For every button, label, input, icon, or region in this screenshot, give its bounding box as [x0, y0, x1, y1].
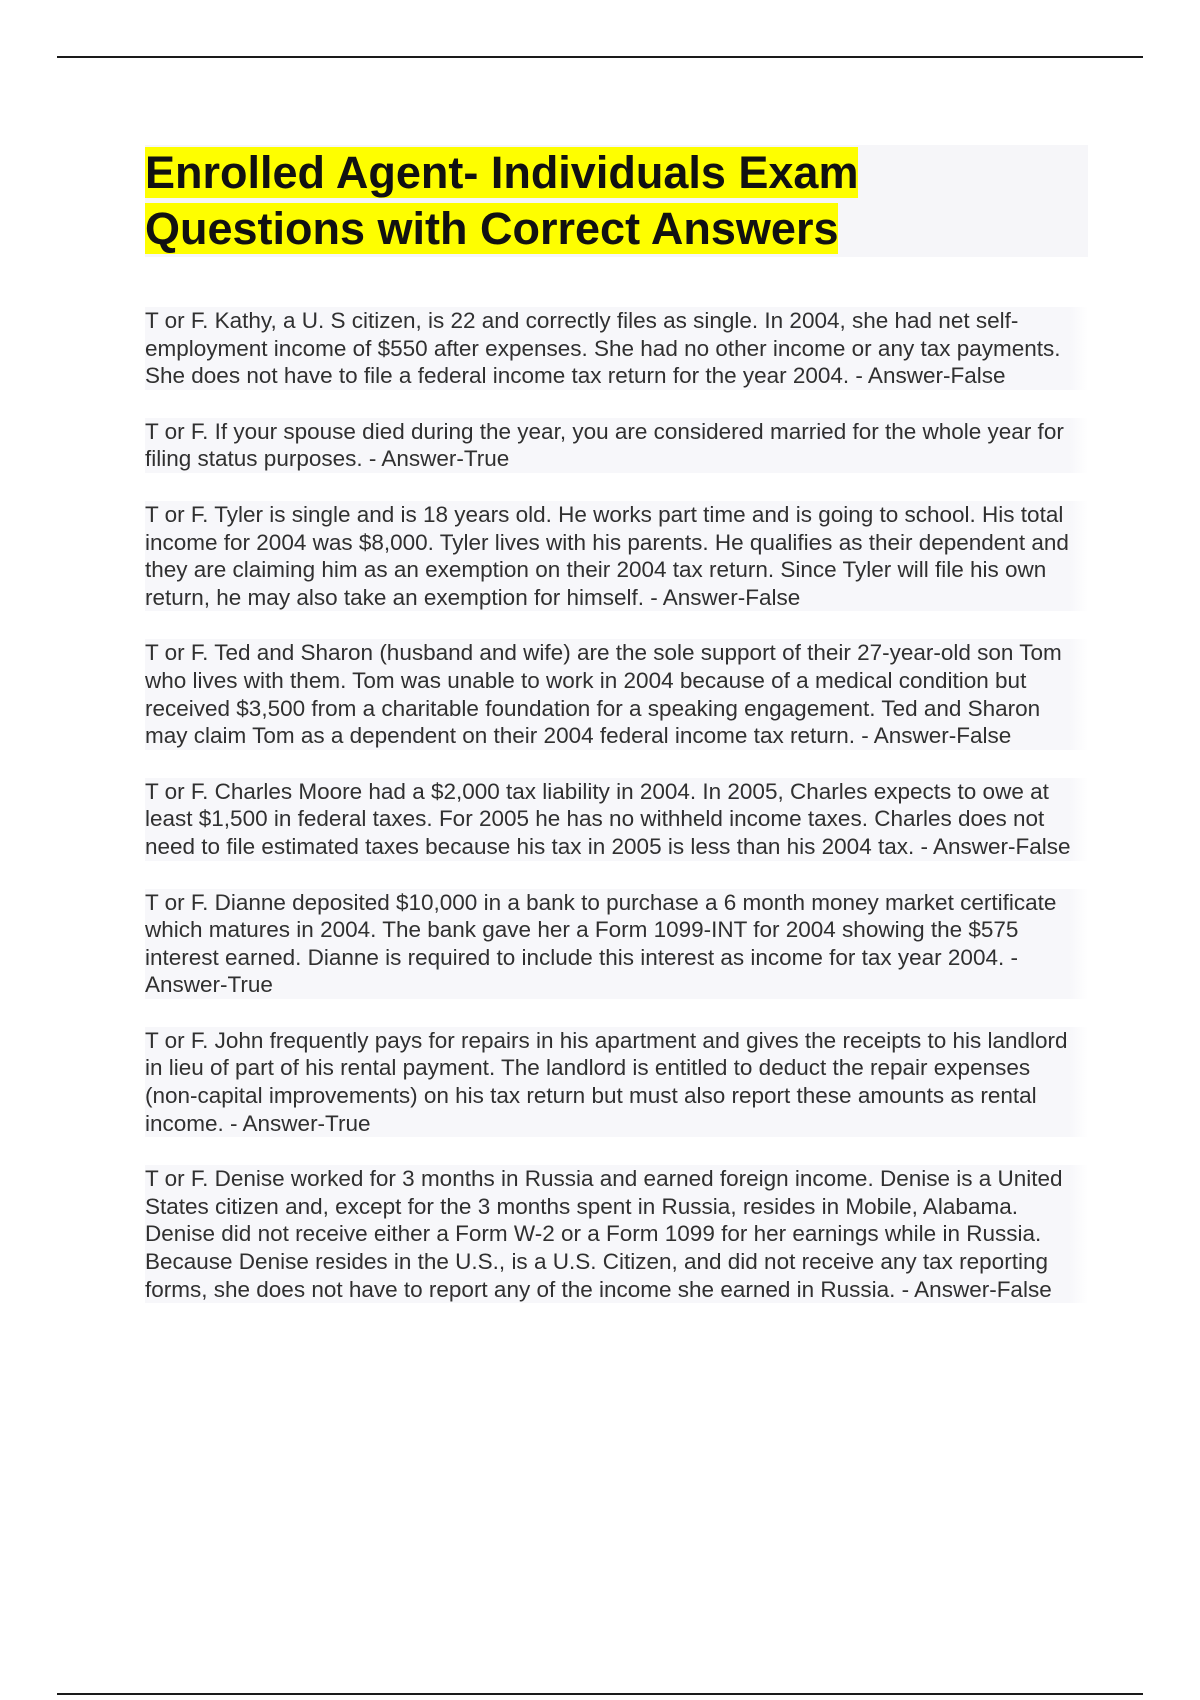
top-rule [57, 56, 1143, 58]
document-body [145, 145, 1088, 1303]
question-item: T or F. Kathy, a U. S citizen, is 22 and correctly files as single. In 2004, she had net self-employment income of $550 after expenses. She had no other income or any tax payments. She does not have to file a federal income tax return for the year 2004. - Answer-False [145, 307, 1088, 390]
question-list [145, 307, 1088, 1303]
question-item: T or F. Ted and Sharon (husband and wife) are the sole support of their 27-year-old son Tom who lives with them. Tom was unable to work in 2004 because of a medical condition but received $3,500 from a charitable foundation for a speaking engagement. Ted and Sharon may claim Tom as a dependent on their 2004 federal income tax return. - Answer-False [145, 639, 1088, 749]
question-item: T or F. Charles Moore had a $2,000 tax liability in 2004. In 2005, Charles expects to owe at least $1,500 in federal taxes. For 2005 he has no withheld income taxes. Charles does not need to file estimated taxes because his tax in 2005 is less than his 2004 tax. - Answer-False [145, 778, 1088, 861]
question-item: T or F. John frequently pays for repairs in his apartment and gives the receipts to his landlord in lieu of part of his rental payment. The landlord is entitled to deduct the repair expenses (non-capital improvements) on his tax return but must also report these amounts as rental income. - Answer-True [145, 1027, 1088, 1137]
document-title-text: Enrolled Agent- Individuals Exam Questions with Correct Answers [145, 147, 859, 254]
question-item: T or F. Dianne deposited $10,000 in a bank to purchase a 6 month money market certificate which matures in 2004. The bank gave her a Form 1099-INT for 2004 showing the $575 interest earned. Dianne is required to include this interest as income for tax year 2004. - Answer-True [145, 889, 1088, 999]
question-item: T or F. Tyler is single and is 18 years old. He works part time and is going to school. His total income for 2004 was $8,000. Tyler lives with his parents. He qualifies as their dependent and they are claiming him as an exemption on their 2004 tax return. Since Tyler will file his own return, he may also take an exemption for himself. - Answer-False [145, 501, 1088, 611]
question-item: T or F. If your spouse died during the year, you are considered married for the whole year for filing status purposes. - Answer-True [145, 418, 1088, 473]
bottom-rule [57, 1693, 1143, 1695]
question-item: T or F. Denise worked for 3 months in Russia and earned foreign income. Denise is a United States citizen and, except for the 3 months spent in Russia, resides in Mobile, Alabama. Denise did not receive either a Form W-2 or a Form 1099 for her earnings while in Russia. Because Denise resides in the U.S., is a U.S. Citizen, and did not receive any tax reporting forms, she does not have to report any of the income she earned in Russia. - Answer-False [145, 1165, 1088, 1303]
title-block [145, 145, 1088, 257]
document-title [145, 145, 1088, 257]
